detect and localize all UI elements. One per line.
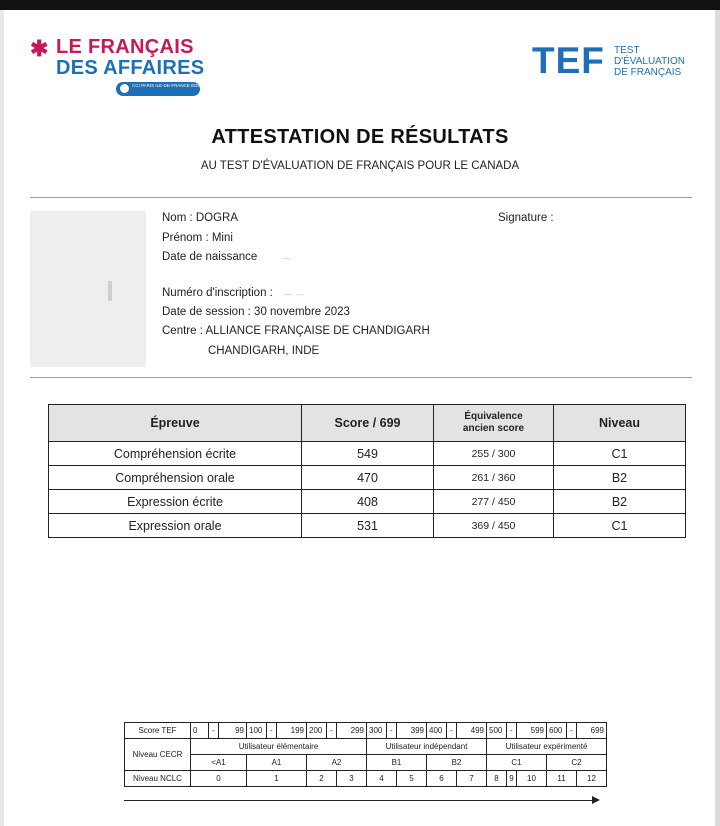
candidate-centre: Centre : ALLIANCE FRANÇAISE DE CHANDIGARH — [162, 325, 430, 337]
cell-ancien: 255 / 300 — [434, 442, 554, 466]
nclc-level: 9 — [507, 771, 517, 787]
range-dash: - — [209, 723, 219, 739]
cecr-level: A1 — [247, 755, 307, 771]
nclc-level: 1 — [247, 771, 307, 787]
tef-tagline-3: DE FRANÇAIS — [614, 67, 682, 78]
cell-epreuve: Expression orale — [49, 514, 302, 538]
nclc-level: 8 — [487, 771, 507, 787]
header-niveau: Niveau — [554, 405, 686, 442]
header-equivalence — [434, 405, 554, 442]
cell-niveau: B2 — [554, 466, 686, 490]
cecr-level: B1 — [367, 755, 427, 771]
header-epreuve: Épreuve — [49, 405, 302, 442]
cell-niveau: C1 — [554, 442, 686, 466]
arrow-right-icon — [592, 796, 600, 804]
level-scale-table — [124, 722, 607, 787]
progression-arrow-line — [124, 800, 594, 801]
candidate-date-naissance: Date de naissance — [162, 251, 258, 263]
scale-label-cecr: Niveau CECR — [125, 739, 191, 771]
scale-row-score — [125, 723, 607, 739]
range-3-end: 399 — [397, 723, 427, 739]
range-dash: - — [267, 723, 277, 739]
nclc-level: 7 — [457, 771, 487, 787]
cell-ancien: 261 / 360 — [434, 466, 554, 490]
range-1-end: 199 — [277, 723, 307, 739]
cecr-level: <A1 — [191, 755, 247, 771]
candidate-prenom: Prénom : Mini — [162, 232, 233, 244]
range-4-start: 400 — [427, 723, 447, 739]
header-eq-line1: Équivalence — [464, 411, 523, 422]
cell-ancien: 277 / 450 — [434, 490, 554, 514]
user-level-experimente: Utilisateur expérimenté — [487, 739, 607, 755]
range-3-start: 300 — [367, 723, 387, 739]
nclc-level: 10 — [517, 771, 547, 787]
range-dash: - — [387, 723, 397, 739]
table-row — [49, 514, 686, 538]
cell-epreuve: Compréhension orale — [49, 466, 302, 490]
range-5-start: 500 — [487, 723, 507, 739]
user-level-independant: Utilisateur indépendant — [367, 739, 487, 755]
range-0-end: 99 — [219, 723, 247, 739]
scale-row-users — [125, 739, 607, 755]
range-2-start: 200 — [307, 723, 327, 739]
user-level-elementaire: Utilisateur élémentaire — [191, 739, 367, 755]
cecr-level: C1 — [487, 755, 547, 771]
range-6-end: 699 — [577, 723, 607, 739]
range-1-start: 100 — [247, 723, 267, 739]
cci-badge-text: CCI PARIS ILE-DE-FRANCE ÉDUCATION — [132, 83, 218, 88]
range-4-end: 499 — [457, 723, 487, 739]
candidate-nom: Nom : DOGRA — [162, 212, 239, 224]
range-dash: - — [327, 723, 337, 739]
nclc-level: 2 — [307, 771, 337, 787]
range-5-end: 599 — [517, 723, 547, 739]
nclc-level: 3 — [337, 771, 367, 787]
document-title: ATTESTATION DE RÉSULTATS — [211, 126, 509, 148]
results-header-row — [49, 405, 686, 442]
cell-epreuve: Compréhension écrite — [49, 442, 302, 466]
candidate-inscription: Numéro d'inscription : — [162, 287, 273, 299]
candidate-ville: CHANDIGARH, INDE — [208, 345, 320, 357]
divider-bottom — [30, 377, 692, 378]
signature-label: Signature : — [498, 212, 554, 224]
nclc-level: 6 — [427, 771, 457, 787]
logo-line-1: LE FRANÇAIS — [56, 36, 194, 58]
cecr-level: A2 — [307, 755, 367, 771]
cci-circle-icon — [120, 84, 129, 93]
divider-top — [30, 197, 692, 198]
cell-ancien: 369 / 450 — [434, 514, 554, 538]
header-score: Score / 699 — [302, 405, 434, 442]
cell-niveau: B2 — [554, 490, 686, 514]
scale-label-score: Score TEF — [125, 723, 191, 739]
top-dark-bar — [0, 0, 720, 10]
nclc-level: 12 — [577, 771, 607, 787]
scale-row-nclc — [125, 771, 607, 787]
asterisk-icon: ✱ — [30, 36, 49, 61]
table-row — [49, 490, 686, 514]
cell-score: 549 — [302, 442, 434, 466]
redacted-inscription: — — — [284, 290, 306, 299]
nclc-level: 11 — [547, 771, 577, 787]
header-eq-line2: ancien score — [462, 423, 525, 434]
cci-badge — [116, 82, 218, 96]
cell-score: 470 — [302, 466, 434, 490]
redacted-birthdate: — — [282, 254, 291, 263]
cell-epreuve: Expression écrite — [49, 490, 302, 514]
range-dash: - — [507, 723, 517, 739]
cell-score: 408 — [302, 490, 434, 514]
tef-tagline — [614, 45, 704, 78]
tef-tagline-2: D'ÉVALUATION — [614, 56, 685, 67]
nclc-level: 4 — [367, 771, 397, 787]
nclc-level: 5 — [397, 771, 427, 787]
document-subtitle: AU TEST D'ÉVALUATION DE FRANÇAIS POUR LE CANADA — [200, 160, 520, 172]
range-2-end: 299 — [337, 723, 367, 739]
results-table — [48, 404, 686, 538]
scale-row-cecr — [125, 755, 607, 771]
cell-score: 531 — [302, 514, 434, 538]
range-0-start: 0 — [191, 723, 209, 739]
cecr-level: B2 — [427, 755, 487, 771]
cecr-level: C2 — [547, 755, 607, 771]
range-6-start: 600 — [547, 723, 567, 739]
table-row — [49, 442, 686, 466]
logo-line-2: DES AFFAIRES — [56, 57, 205, 79]
tef-tagline-1: TEST — [614, 45, 640, 56]
tef-letters: TEF — [532, 40, 605, 81]
scale-label-nclc: Niveau NCLC — [125, 771, 191, 787]
candidate-session: Date de session : 30 novembre 2023 — [162, 306, 350, 318]
nclc-level: 0 — [191, 771, 247, 787]
range-dash: - — [447, 723, 457, 739]
candidate-photo — [30, 211, 146, 367]
cell-niveau: C1 — [554, 514, 686, 538]
range-dash: - — [567, 723, 577, 739]
table-row — [49, 466, 686, 490]
